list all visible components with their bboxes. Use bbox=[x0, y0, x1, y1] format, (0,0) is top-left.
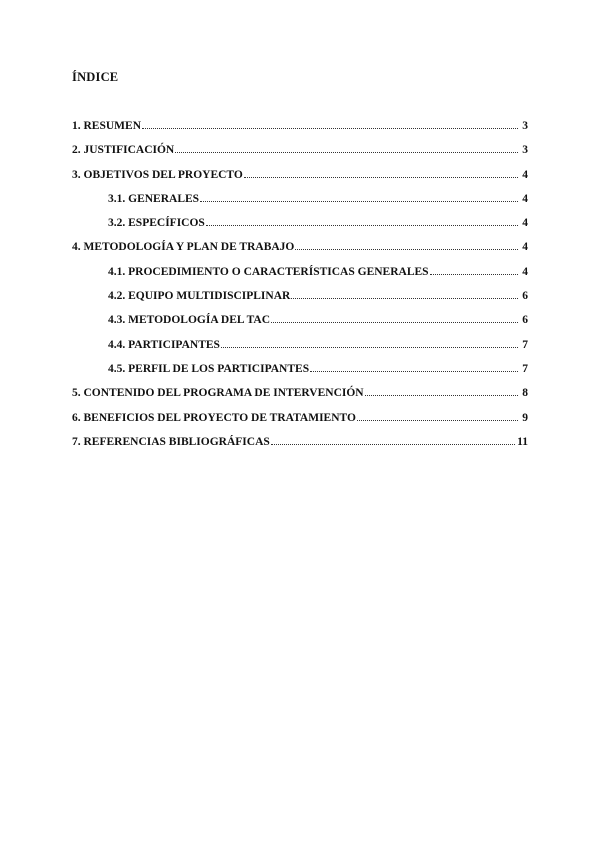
toc-entry-page-number: 7 bbox=[522, 338, 528, 351]
dot-leader bbox=[271, 322, 518, 323]
toc-entry[interactable] bbox=[72, 241, 528, 265]
dot-leader bbox=[142, 128, 518, 129]
dot-leader bbox=[200, 201, 518, 202]
dot-leader bbox=[357, 420, 518, 421]
toc-entry-page-number: 11 bbox=[517, 435, 528, 448]
dot-leader bbox=[291, 298, 518, 299]
toc-entry[interactable] bbox=[72, 266, 528, 290]
toc-entry-label: 7. REFERENCIAS BIBLIOGRÁFICAS bbox=[72, 435, 270, 448]
dot-leader bbox=[175, 152, 518, 153]
toc-entry-page-number: 6 bbox=[522, 290, 528, 303]
toc-entry-label: 4.4. PARTICIPANTES bbox=[108, 338, 220, 351]
toc-entry-page-number: 6 bbox=[522, 314, 528, 327]
toc-entry-page-number: 8 bbox=[522, 387, 528, 400]
dot-leader bbox=[244, 177, 518, 178]
dot-leader bbox=[310, 371, 518, 372]
toc-entry-page-number: 3 bbox=[522, 120, 528, 132]
toc-entry[interactable] bbox=[72, 290, 528, 314]
toc-entry-page-number: 7 bbox=[522, 362, 528, 375]
dot-leader bbox=[271, 444, 515, 445]
toc-entry-page-number: 3 bbox=[522, 144, 528, 157]
toc-entry-page-number: 9 bbox=[522, 411, 528, 424]
dot-leader bbox=[206, 225, 518, 226]
toc-entry-label: 2. JUSTIFICACIÓN bbox=[72, 144, 175, 157]
toc-entry-label: 4. METODOLOGÍA Y PLAN DE TRABAJO bbox=[72, 241, 295, 254]
toc-entry[interactable] bbox=[72, 120, 528, 144]
toc-entry[interactable] bbox=[72, 339, 528, 363]
toc-entry[interactable] bbox=[72, 144, 528, 168]
page-title: ÍNDICE bbox=[72, 70, 119, 84]
toc-entry-page-number: 4 bbox=[522, 217, 528, 230]
toc-entry[interactable] bbox=[72, 217, 528, 241]
toc-entry-label: 4.1. PROCEDIMIENTO O CARACTERÍSTICAS GENERALES bbox=[108, 265, 429, 278]
toc-entry-label: 1. RESUMEN bbox=[72, 120, 142, 132]
toc-entry-page-number: 4 bbox=[522, 265, 528, 278]
table-of-contents bbox=[72, 120, 528, 460]
toc-entry-label: 5. CONTENIDO DEL PROGRAMA DE INTERVENCIÓN bbox=[72, 387, 364, 400]
toc-entry[interactable] bbox=[72, 436, 528, 460]
toc-entry-label: 4.2. EQUIPO MULTIDISCIPLINAR bbox=[108, 290, 291, 303]
dot-leader bbox=[430, 274, 518, 275]
toc-entry-page-number: 4 bbox=[522, 192, 528, 205]
toc-entry-label: 4.5. PERFIL DE LOS PARTICIPANTES bbox=[108, 362, 310, 375]
dot-leader bbox=[365, 395, 518, 396]
toc-entry[interactable] bbox=[72, 314, 528, 338]
toc-entry-page-number: 4 bbox=[522, 241, 528, 254]
toc-entry-page-number: 4 bbox=[522, 168, 528, 181]
toc-entry-label: 3. OBJETIVOS DEL PROYECTO bbox=[72, 168, 243, 181]
toc-entry-label: 3.1. GENERALES bbox=[108, 192, 200, 205]
toc-entry[interactable] bbox=[72, 363, 528, 387]
toc-entry-label: 6. BENEFICIOS DEL PROYECTO DE TRATAMIENTO bbox=[72, 411, 356, 424]
toc-entry[interactable] bbox=[72, 169, 528, 193]
toc-entry-label: 3.2. ESPECÍFICOS bbox=[108, 217, 205, 230]
dot-leader bbox=[295, 249, 518, 250]
toc-entry[interactable] bbox=[72, 193, 528, 217]
toc-entry[interactable] bbox=[72, 412, 528, 436]
toc-entry-label: 4.3. METODOLOGÍA DEL TAC bbox=[108, 314, 270, 327]
toc-entry[interactable] bbox=[72, 387, 528, 411]
dot-leader bbox=[221, 347, 518, 348]
